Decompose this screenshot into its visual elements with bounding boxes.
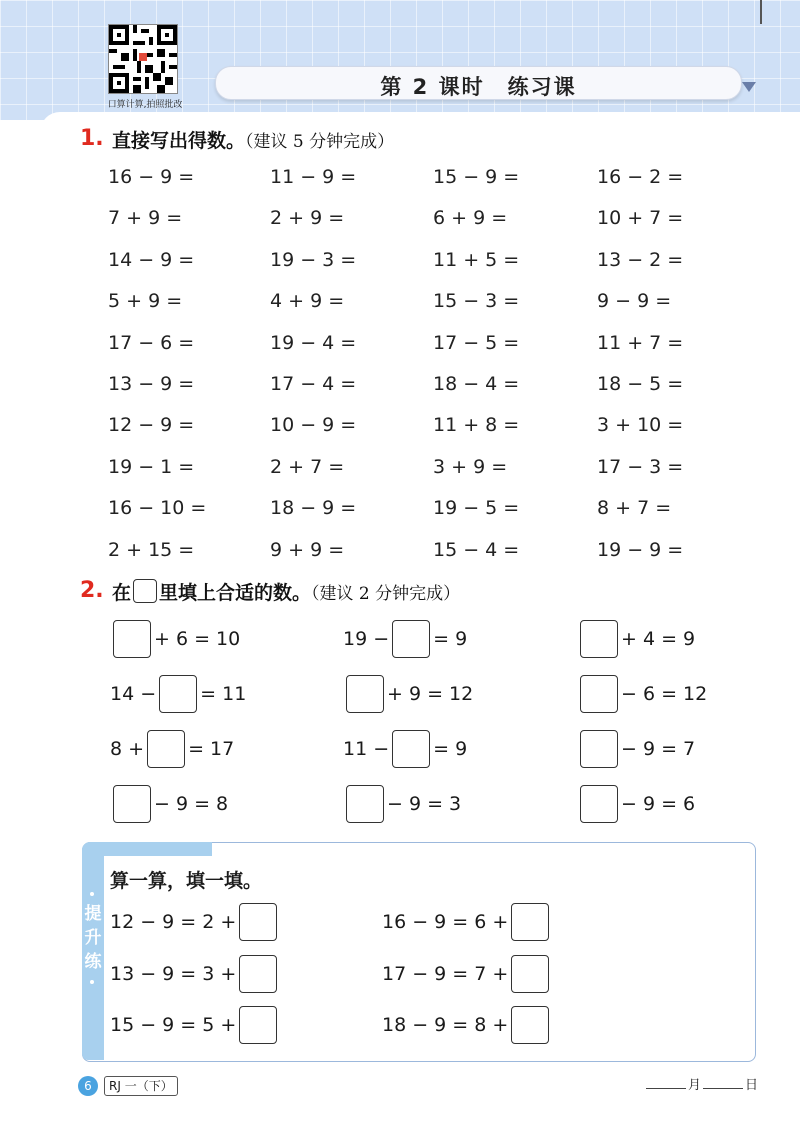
practice-item (382, 903, 549, 941)
equation-item: 2 + 15 = (108, 538, 195, 561)
equation-item: 17 − 3 = (597, 455, 684, 478)
answer-box[interactable] (511, 1006, 549, 1044)
practice-side-label (84, 902, 102, 974)
side-dot (90, 892, 94, 896)
fill-blank-suffix: − 9 = 6 (621, 793, 696, 815)
day-label: 日 (744, 1078, 758, 1093)
month-blank[interactable] (646, 1088, 686, 1089)
answer-box[interactable] (392, 620, 430, 658)
side-char: 升 (84, 928, 102, 948)
fill-blank-item (577, 620, 695, 658)
answer-box[interactable] (239, 955, 277, 993)
practice-tab (82, 842, 212, 856)
grade-label: RJ 一（下） (104, 1076, 178, 1096)
equation-item: 15 − 4 = (433, 538, 520, 561)
fill-blank-item (343, 620, 467, 658)
practice-equation: 13 − 9 = 3 + (110, 963, 237, 985)
practice-title: 算一算，填一填。 (110, 870, 263, 892)
equation-item: 19 − 3 = (270, 248, 357, 271)
answer-box[interactable] (239, 1006, 277, 1044)
practice-equation: 17 − 9 = 7 + (382, 963, 509, 985)
section2-title-post: 里填上合适的数。 (159, 582, 312, 604)
answer-box[interactable] (392, 730, 430, 768)
fill-blank-suffix: + 9 = 12 (387, 683, 474, 705)
month-label: 月 (687, 1078, 701, 1093)
answer-box[interactable] (113, 785, 151, 823)
fill-blank-item (577, 785, 695, 823)
equation-item: 5 + 9 = (108, 290, 183, 313)
fill-blank-item (343, 730, 467, 768)
fill-blank-suffix: = 9 (433, 738, 468, 760)
practice-equation: 12 − 9 = 2 + (110, 911, 237, 933)
section1-title-text: 直接写出得数。 (112, 130, 246, 152)
equation-item: 3 + 10 = (597, 414, 684, 437)
side-char: 提 (84, 904, 102, 924)
fill-blank-item (343, 785, 461, 823)
practice-item (110, 955, 277, 993)
answer-box[interactable] (580, 730, 618, 768)
fill-blank-suffix: − 9 = 8 (154, 793, 229, 815)
section1-number: 1. (80, 126, 104, 151)
equation-item: 19 − 9 = (597, 538, 684, 561)
practice-item (110, 1006, 277, 1044)
equation-item: 19 − 5 = (433, 497, 520, 520)
equation-item: 19 − 4 = (270, 331, 357, 354)
equation-item: 11 + 5 = (433, 248, 520, 271)
section2-number: 2. (80, 578, 104, 603)
equation-item: 17 − 5 = (433, 331, 520, 354)
answer-box[interactable] (580, 675, 618, 713)
equation-item: 11 + 8 = (433, 414, 520, 437)
equation-item: 16 − 9 = (108, 166, 195, 188)
answer-box-sample (133, 579, 157, 603)
fill-blank-prefix: 14 − (110, 683, 157, 705)
section1-hint: （建议 5 分钟完成） (245, 132, 395, 152)
equation-item: 6 + 9 = (433, 207, 508, 230)
answer-box[interactable] (346, 785, 384, 823)
equation-item: 18 − 4 = (433, 373, 520, 395)
fill-blank-suffix: − 9 = 3 (387, 793, 462, 815)
fill-blank-prefix: 8 + (110, 738, 145, 760)
section2-title (112, 578, 460, 605)
equation-item: 11 + 7 = (597, 331, 684, 354)
fill-blank-item (577, 675, 707, 713)
fill-blank-item (110, 620, 240, 658)
answer-box[interactable] (147, 730, 185, 768)
fill-blank-prefix: 11 − (343, 738, 390, 760)
section2-hint: （建议 2 分钟完成） (311, 584, 461, 604)
answer-box[interactable] (511, 955, 549, 993)
fill-blank-item (110, 785, 228, 823)
equation-item: 17 − 4 = (270, 373, 357, 395)
fill-blank-suffix: − 9 = 7 (621, 738, 696, 760)
practice-equation: 18 − 9 = 8 + (382, 1014, 509, 1036)
equation-item: 15 − 3 = (433, 290, 520, 313)
page-title: 第 2 课时 练习课 (380, 75, 577, 99)
equation-item: 11 − 9 = (270, 166, 357, 188)
practice-item (110, 903, 277, 941)
equation-item: 18 − 9 = (270, 497, 357, 520)
fill-blank-item (343, 675, 473, 713)
page-number: 6 (78, 1076, 98, 1096)
answer-box[interactable] (159, 675, 197, 713)
equation-item: 13 − 2 = (597, 248, 684, 271)
fill-blank-item (110, 675, 246, 713)
qr-code[interactable] (108, 24, 178, 94)
side-char: 练 (84, 952, 102, 972)
equation-item: 15 − 9 = (433, 166, 520, 188)
answer-box[interactable] (580, 620, 618, 658)
equation-item: 19 − 1 = (108, 455, 195, 478)
side-dot (90, 980, 94, 984)
answer-box[interactable] (511, 903, 549, 941)
answer-box[interactable] (113, 620, 151, 658)
section2-title-pre: 在 (112, 582, 132, 604)
equation-item: 16 − 2 = (597, 166, 684, 188)
equation-item: 2 + 7 = (270, 455, 345, 478)
qr-caption: 口算计算,拍照批改 (107, 100, 183, 110)
equation-item: 18 − 5 = (597, 373, 684, 395)
title-arrow-icon (742, 82, 756, 92)
practice-equation: 15 − 9 = 5 + (110, 1014, 237, 1036)
equation-item: 8 + 7 = (597, 497, 672, 520)
date-field (644, 1074, 758, 1093)
practice-item (382, 1006, 549, 1044)
section1-title (112, 126, 394, 153)
qr-code-icon (109, 25, 177, 93)
lesson-title-bar (215, 66, 742, 100)
equation-item: 9 + 9 = (270, 538, 345, 561)
equation-item: 4 + 9 = (270, 290, 345, 313)
fill-blank-suffix: = 9 (433, 628, 468, 650)
equation-item: 17 − 6 = (108, 331, 195, 354)
equation-item: 10 − 9 = (270, 414, 357, 437)
equation-item: 7 + 9 = (108, 207, 183, 230)
answer-box[interactable] (346, 675, 384, 713)
fill-blank-suffix: + 4 = 9 (621, 628, 696, 650)
answer-box[interactable] (580, 785, 618, 823)
equation-item: 3 + 9 = (433, 455, 508, 478)
equation-item: 13 − 9 = (108, 373, 195, 395)
fill-blank-suffix: + 6 = 10 (154, 628, 241, 650)
practice-equation: 16 − 9 = 6 + (382, 911, 509, 933)
fill-blank-suffix: − 6 = 12 (621, 683, 708, 705)
fill-blank-item (110, 730, 234, 768)
fill-blank-item (577, 730, 695, 768)
equation-item: 16 − 10 = (108, 497, 207, 520)
equation-item: 14 − 9 = (108, 248, 195, 271)
fill-blank-suffix: = 11 (200, 683, 247, 705)
page-edge (760, 0, 762, 24)
answer-box[interactable] (239, 903, 277, 941)
equation-item: 2 + 9 = (270, 207, 345, 230)
day-blank[interactable] (703, 1088, 743, 1089)
equation-item: 9 − 9 = (597, 290, 672, 313)
fill-blank-suffix: = 17 (188, 738, 235, 760)
equation-item: 10 + 7 = (597, 207, 684, 230)
practice-item (382, 955, 549, 993)
equation-item: 12 − 9 = (108, 414, 195, 437)
fill-blank-prefix: 19 − (343, 628, 390, 650)
